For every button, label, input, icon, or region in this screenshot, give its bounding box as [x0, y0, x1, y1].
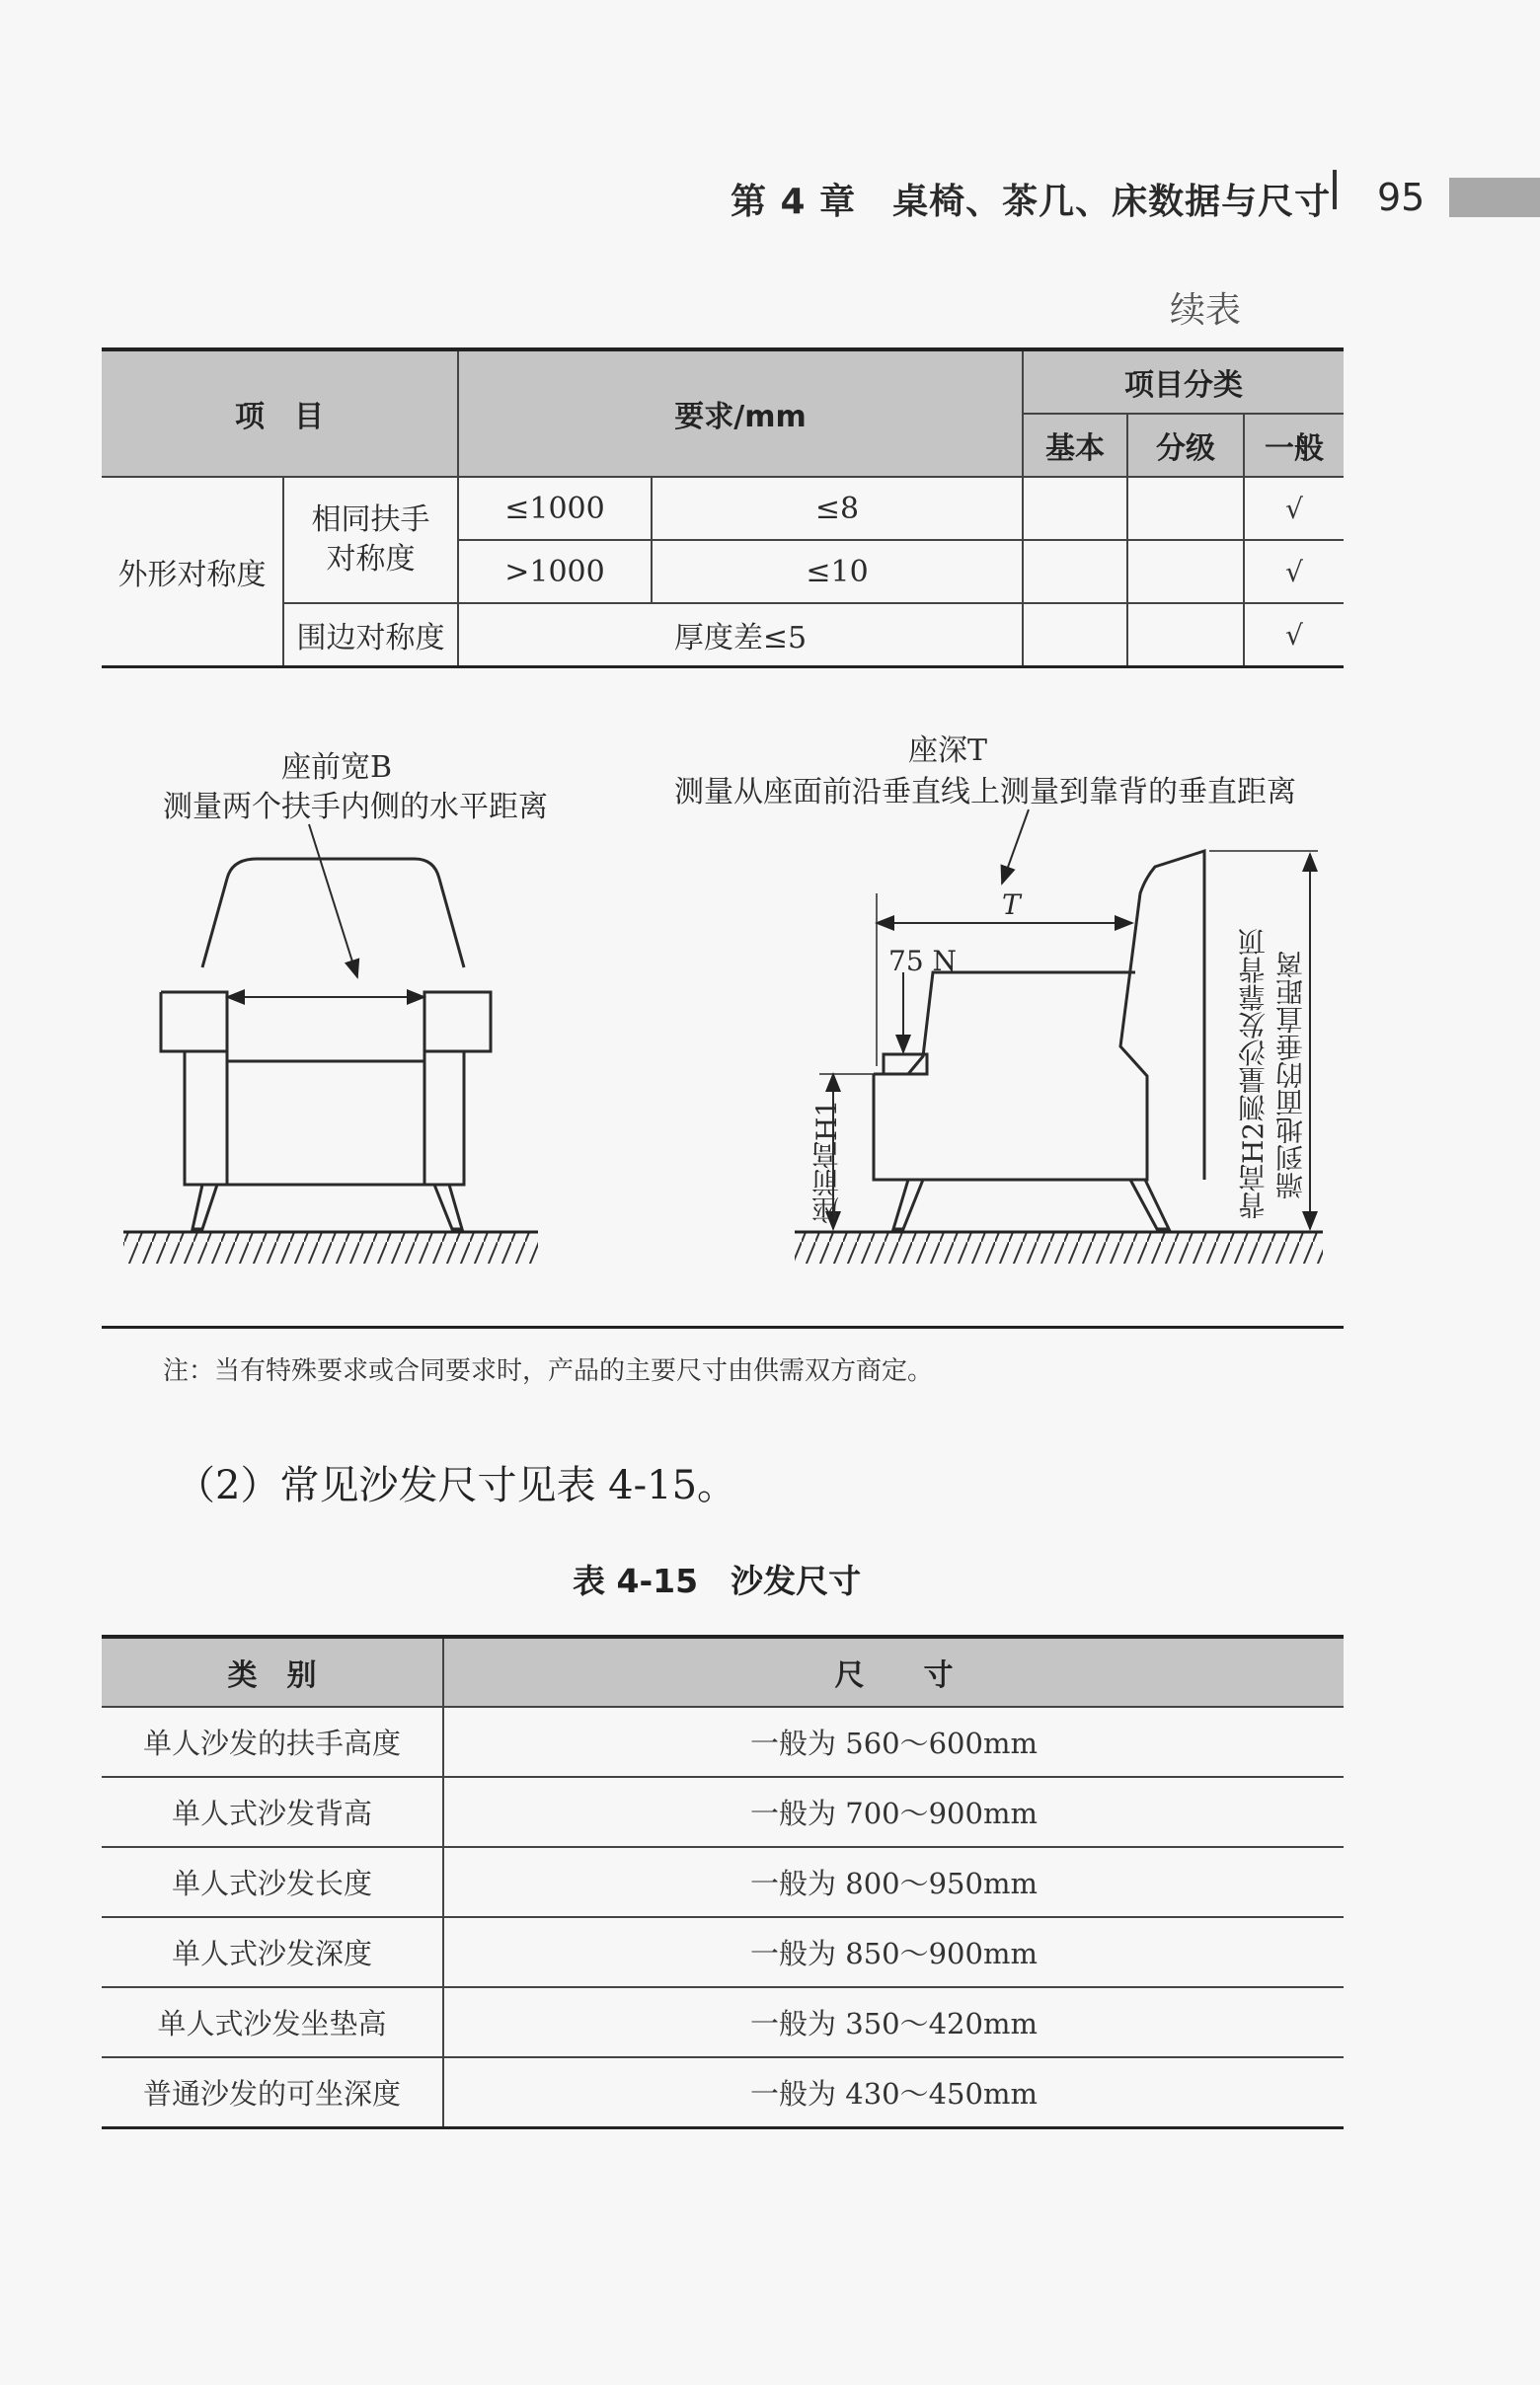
table-caption: 表 4-15 沙发尺寸 [573, 1562, 862, 1600]
seat-depth-caption: 测量从座面前沿垂直线上测量到靠背的垂直距离 [674, 775, 1296, 809]
edge-label: 围边对称度 [283, 603, 458, 667]
row-category: 普通沙发的可坐深度 [102, 2057, 443, 2128]
seat-width-title: 座前宽B [281, 750, 393, 785]
row-category: 单人式沙发坐垫高 [102, 1987, 443, 2057]
depth-label: T [1002, 888, 1021, 921]
side-sofa-seat [874, 972, 1135, 1074]
value-cell: ≤10 [652, 540, 1023, 603]
seat-width-caption: 测量两个扶手内侧的水平距离 [163, 790, 548, 824]
header-requirement: 要求/mm [458, 349, 1023, 477]
header-graded: 分级 [1127, 414, 1244, 477]
general-check: √ [1244, 540, 1344, 603]
header-item: 项 目 [102, 349, 458, 477]
range-cell: >1000 [458, 540, 652, 603]
header-general: 一般 [1244, 414, 1344, 477]
row-category: 单人沙发的扶手高度 [102, 1707, 443, 1777]
chapter-title: 第 4 章 桌椅、茶几、床数据与尺寸 [731, 182, 1332, 222]
row-category: 单人式沙发背高 [102, 1777, 443, 1847]
section-text: （2）常见沙发尺寸见表 4-15。 [176, 1463, 737, 1508]
ground-hatch-right [795, 1232, 1323, 1264]
force-label: 75 N [888, 945, 958, 977]
row-size: 一般为 700～900mm [443, 1777, 1344, 1847]
side-sofa-leg-back [1130, 1180, 1169, 1229]
front-sofa-leg-left [192, 1185, 217, 1229]
row-category: 单人式沙发深度 [102, 1917, 443, 1987]
sofa-size-table [102, 1635, 1344, 2129]
figure-bottom-rule [102, 1326, 1344, 1329]
leader-depth [1002, 809, 1029, 884]
header-category: 类 别 [102, 1637, 443, 1707]
seat-depth-title: 座深T [908, 733, 988, 768]
header-basic: 基本 [1023, 414, 1127, 477]
row-category: 单人式沙发长度 [102, 1847, 443, 1917]
range-cell: ≤1000 [458, 477, 652, 540]
armrest-label: 相同扶手 对称度 [283, 477, 458, 603]
side-sofa-body [874, 851, 1204, 1180]
front-sofa-arms [161, 992, 491, 1185]
edge-value: 厚度差≤5 [458, 603, 1023, 667]
row-size: 一般为 430～450mm [443, 2057, 1344, 2128]
header-category: 项目分类 [1023, 349, 1344, 414]
general-check: √ [1244, 603, 1344, 667]
note: 注：当有特殊要求或合同要求时，产品的主要尺寸由供需双方商定。 [163, 1356, 934, 1386]
row-size: 一般为 850～900mm [443, 1917, 1344, 1987]
row-size: 一般为 350～420mm [443, 1987, 1344, 2057]
group-label: 外形对称度 [102, 477, 283, 667]
header-size: 尺 寸 [443, 1637, 1344, 1707]
page-number: 95 [1377, 176, 1425, 219]
side-sofa-leg-front [893, 1180, 923, 1229]
row-size: 一般为 800～950mm [443, 1847, 1344, 1917]
general-check: √ [1244, 477, 1344, 540]
value-cell: ≤8 [652, 477, 1023, 540]
back-height-label-1: 背高H2测量沙发靠背顶 [1237, 928, 1270, 1219]
continued-label: 续表 [1170, 290, 1242, 331]
back-height-label-2: 端到地面的垂直距离 [1274, 951, 1307, 1199]
ground-hatch-left [123, 1232, 538, 1264]
leader-width [309, 824, 357, 977]
front-sofa-leg-right [434, 1185, 462, 1229]
front-sofa-back [202, 859, 464, 967]
row-size: 一般为 560～600mm [443, 1707, 1344, 1777]
seat-height-label: 座前高H1 [810, 1099, 843, 1224]
